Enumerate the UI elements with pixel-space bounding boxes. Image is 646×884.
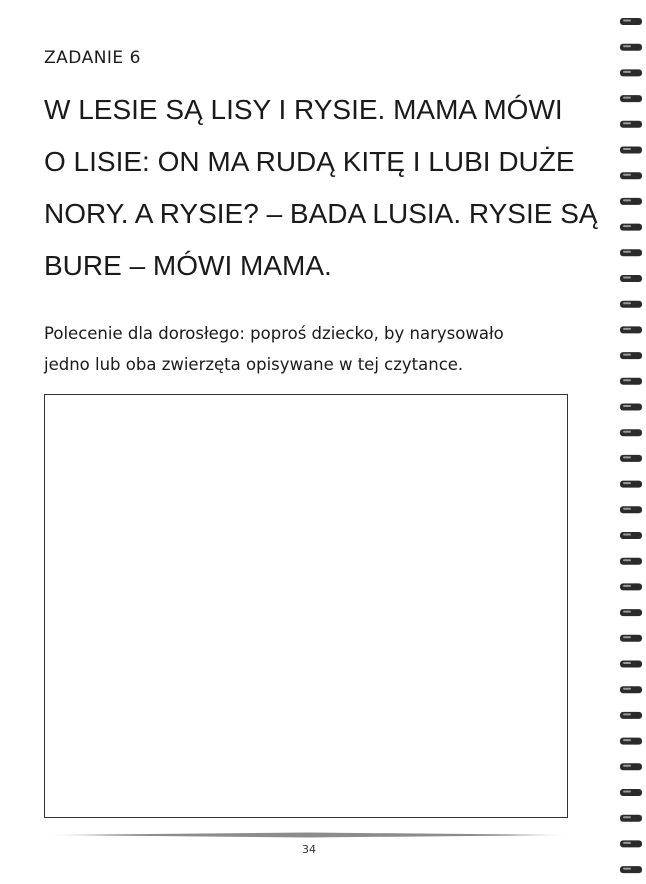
spiral-coil	[620, 815, 642, 822]
reading-line: W LESIE SĄ LISY I RYSIE. MAMA MÓWI	[44, 94, 563, 125]
instruction-line: jedno lub oba zwierzęta opisywane w tej czytance.	[44, 355, 464, 374]
footer-rule	[44, 832, 574, 838]
spiral-coil	[620, 352, 642, 359]
spiral-coil	[620, 18, 642, 25]
spiral-coil	[620, 609, 642, 616]
spiral-coil	[620, 404, 642, 411]
spiral-coil	[620, 532, 642, 539]
spiral-coil	[620, 224, 642, 231]
spiral-coil	[620, 789, 642, 796]
spiral-coil	[620, 69, 642, 76]
spiral-coil	[620, 172, 642, 179]
spiral-coil	[620, 686, 642, 693]
reading-line: O LISIE: ON MA RUDĄ KITĘ I LUBI DUŻE	[44, 146, 575, 177]
spiral-coil	[620, 481, 642, 488]
spiral-coil	[620, 275, 642, 282]
spiral-binding-icon	[606, 0, 646, 880]
spiral-coil	[620, 455, 642, 462]
spiral-coil	[620, 198, 642, 205]
spiral-coil	[620, 95, 642, 102]
drawing-area[interactable]	[44, 394, 568, 818]
spiral-coil	[620, 763, 642, 770]
spiral-coil	[620, 661, 642, 668]
spiral-coil	[620, 44, 642, 51]
spiral-coil	[620, 249, 642, 256]
reading-text	[44, 84, 598, 292]
spiral-coil	[620, 326, 642, 333]
instruction-line: Polecenie dla dorosłego: poproś dziecko, by narysowało	[44, 324, 504, 343]
task-label: ZADANIE 6	[44, 48, 141, 68]
spiral-coil	[620, 840, 642, 847]
spiral-coil	[620, 712, 642, 719]
spiral-coil	[620, 121, 642, 128]
spiral-coil	[620, 147, 642, 154]
spiral-coil	[620, 429, 642, 436]
spiral-coil	[620, 583, 642, 590]
adult-instruction	[44, 318, 584, 380]
spiral-coil	[620, 378, 642, 385]
spiral-coil	[620, 635, 642, 642]
spiral-coil	[620, 866, 642, 873]
page-number: 34	[302, 843, 316, 856]
reading-line: BURE – MÓWI MAMA.	[44, 250, 332, 281]
spiral-coil	[620, 301, 642, 308]
reading-line: NORY. A RYSIE? – BADA LUSIA. RYSIE SĄ	[44, 198, 598, 229]
spiral-coil	[620, 506, 642, 513]
spiral-coil	[620, 738, 642, 745]
spiral-coil	[620, 558, 642, 565]
